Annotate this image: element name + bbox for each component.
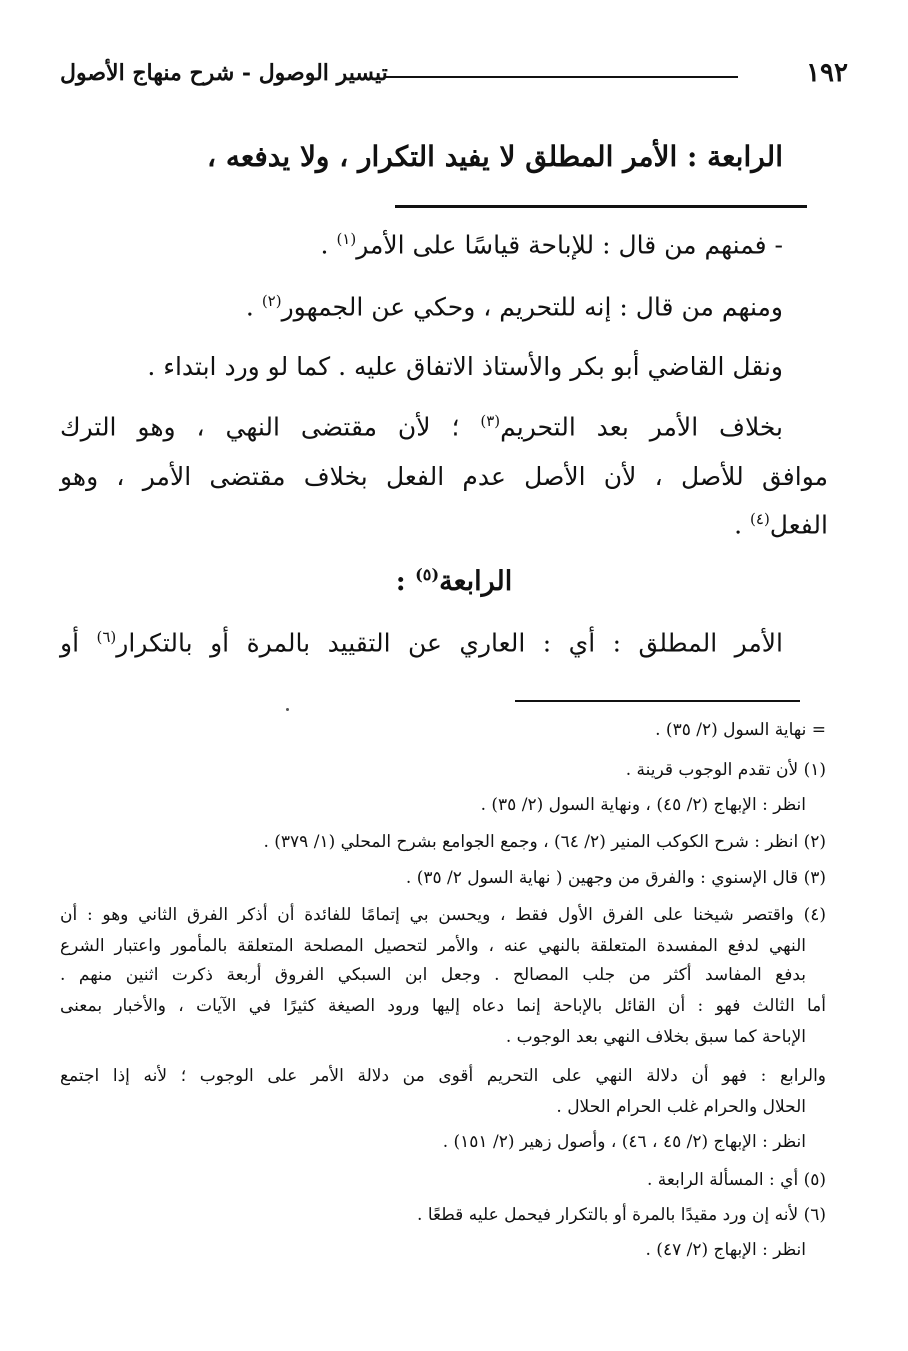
footnote-4-line-3: بدفع المفاسد أكثر من جلب المصالح . وجعل ابن السبكي الفروق أربعة ذكرت اثنين منهم . <box>60 965 806 985</box>
body-line-1-text: - فمنهم من قال : للإباحة قياسًا على الأمر <box>356 230 783 260</box>
body-line-7-text: الأمر المطلق : أي : العاري عن التقييد بالمرة أو بالتكرار <box>116 628 783 658</box>
footnote-1-line-2: انظر : الإبهاج (٢/ ٤٥) ، ونهاية السول (٢/ ٣٥) . <box>480 795 806 815</box>
header-rule <box>385 76 738 78</box>
body-line-3: ونقل القاضي أبو بكر والأستاذ الاتفاق عليه . كما لو ورد ابتداء . <box>147 352 783 381</box>
section-title <box>0 565 908 597</box>
page-header <box>60 58 848 98</box>
body-line-1-end: . <box>320 230 337 260</box>
page-number: ١٩٢ <box>806 58 848 88</box>
footnote-2: (٢) انظر : شرح الكوكب المنير (٢/ ٦٤) ، وجمع الجوامع بشرح المحلي (١/ ٣٧٩) . <box>263 832 826 852</box>
body-line-4-text: بخلاف الأمر بعد التحريم <box>500 412 783 442</box>
body-line-5: موافق للأصل ، لأن الأصل عدم الفعل بخلاف مقتضى الأمر ، وهو <box>60 462 828 491</box>
footnote-ref-4: (٤) <box>750 510 770 528</box>
body-line-4 <box>60 412 783 441</box>
body-line-2-text: ومنهم من قال : إنه للتحريم ، وحكي عن الجمهور <box>281 292 783 322</box>
heading-rule <box>395 205 807 208</box>
footnote-4-line-1: (٤) واقتصر شيخنا على الفرق الأول فقط ، ويحسن بي إتمامًا للفائدة أن أذكر الفرق الثاني وهو : أن <box>60 905 826 925</box>
footnote-ref-2: (٢) <box>261 292 282 310</box>
footnote-3: (٣) قال الإسنوي : والفرق من وجهين ( نهاية السول ٢/ ٣٥) . <box>405 868 826 888</box>
running-title: تيسير الوصول - شرح منهاج الأصول <box>60 60 388 86</box>
body-line-6-text: الفعل <box>769 510 828 540</box>
footnote-6-line-1: (٦) لأنه إن ورد مقيدًا بالمرة أو بالتكرار فيحمل عليه قطعًا . <box>417 1205 826 1225</box>
body-line-1 <box>321 230 783 259</box>
footnote-4-line-6: والرابع : فهو أن دلالة النهي على التحريم أقوى من دلالة الأمر على الوجوب ؛ لأنه إذا اجتمع <box>60 1066 827 1086</box>
footnote-4-line-7: الحلال والحرام غلب الحرام الحلال . <box>556 1097 806 1117</box>
matn-heading: الرابعة : الأمر المطلق لا يفيد التكرار ، ولا يدفعه ، <box>207 140 783 173</box>
footnote-1-line-1: (١) لأن تقدم الوجوب قرينة . <box>625 760 826 780</box>
footnote-4-line-4: أما الثالث فهو : أن القائل بالإباحة إنما دعاه إليها ورود الصيغة كثيرًا في الآيات ، والأخبار بمعنى <box>60 996 826 1016</box>
footnote-4-line-8: انظر : الإبهاج (٢/ ٤٥ ، ٤٦) ، وأصول زهير (٢/ ١٥١) . <box>442 1132 806 1152</box>
footnote-separator <box>515 700 800 702</box>
footnote-ref-3: (٣) <box>480 412 501 430</box>
section-title-text: الرابعة <box>439 566 513 597</box>
footnote-6-line-2: انظر : الإبهاج (٢/ ٤٧) . <box>645 1240 806 1260</box>
body-line-4-end: ؛ لأن مقتضى النهي ، وهو الترك <box>60 412 481 442</box>
body-line-7 <box>60 628 783 657</box>
body-line-2-end: . <box>245 292 262 322</box>
body-line-7-end: أو <box>60 628 97 658</box>
body-line-6 <box>734 510 828 539</box>
footnote-continuation: = نهاية السول (٢/ ٣٥) . <box>655 720 826 740</box>
footnote-ref-5: (٥) <box>415 565 440 584</box>
footnote-ref-1: (١) <box>336 230 357 248</box>
body-line-2 <box>246 292 783 321</box>
print-speck <box>286 708 289 711</box>
body-line-6-end: . <box>734 510 751 540</box>
footnote-4-line-2: النهي لدفع المفسدة المتعلقة بالنهي عنه ، والأمر لتحصيل المصلحة المتعلقة بالمأمور واعتبار الشرع <box>60 936 806 956</box>
footnote-4-line-5: الإباحة كما سبق بخلاف النهي بعد الوجوب . <box>505 1027 806 1047</box>
section-title-end: : <box>395 566 416 597</box>
footnote-5: (٥) أي : المسألة الرابعة . <box>646 1170 826 1190</box>
footnote-ref-6: (٦) <box>96 628 117 646</box>
